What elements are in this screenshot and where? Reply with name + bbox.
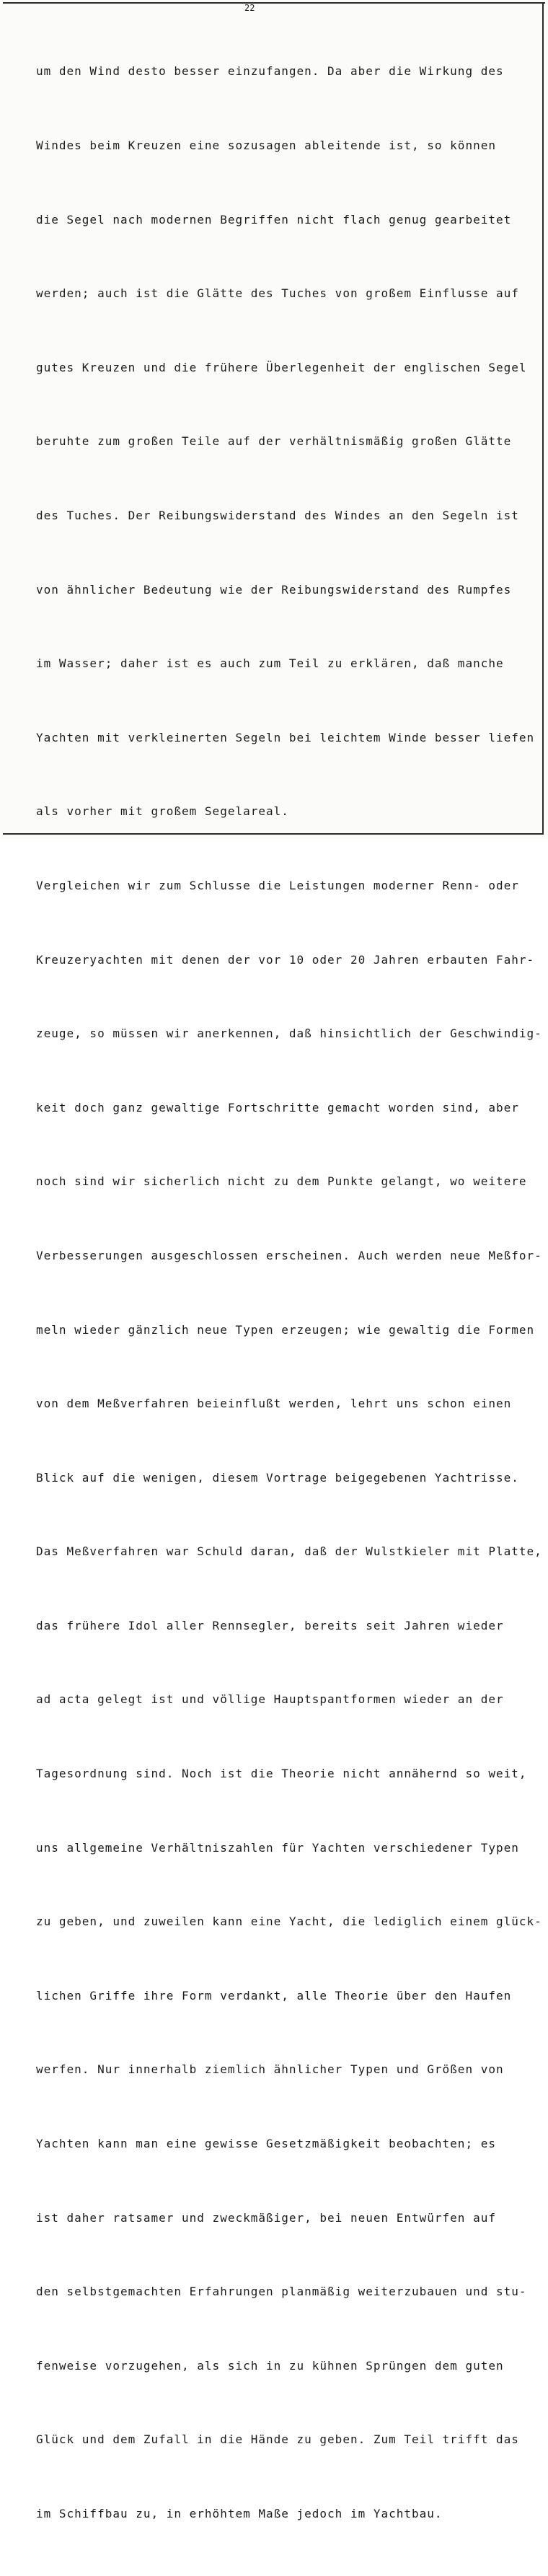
page-border-top <box>3 2 545 4</box>
text-line: uns allgemeine Verhältniszahlen für Yachten verschiedener Typen <box>36 1840 519 1855</box>
text-line: Vergleichen wir zum Schlusse die Leistungen moderner Renn- oder <box>36 878 519 892</box>
page-number: 22 <box>244 3 255 13</box>
text-line: um den Wind desto besser einzufangen. Da aber die Wirkung des <box>36 64 504 79</box>
text-line: Tagesordnung sind. Noch ist die Theorie nicht annähernd so weit, <box>36 1767 527 1781</box>
text-line: lichen Griffe ihre Form verdankt, alle Theorie über den Haufen <box>36 1988 512 2003</box>
text-line: als vorher mit großem Segelareal. <box>36 804 289 819</box>
text-line: Yachten kann man eine gewisse Gesetzmäßigkeit beobachten; es <box>36 2137 496 2151</box>
text-line: werfen. Nur innerhalb ziemlich ähnlicher Typen und Größen von <box>36 2062 504 2077</box>
text-line: keit doch ganz gewaltige Fortschritte gemacht worden sind, aber <box>36 1100 519 1115</box>
text-line: von dem Meßverfahren beieinflußt werden, lehrt uns schon einen <box>36 1397 512 1411</box>
text-line: des Tuches. Der Reibungswiderstand des Windes an den Segeln ist <box>36 508 519 522</box>
text-line: das frühere Idol aller Rennsegler, bereits seit Jahren wieder <box>36 1618 504 1632</box>
text-line: Windes beim Kreuzen eine sozusagen ableitende ist, so können <box>36 139 496 152</box>
text-line: den selbstgemachten Erfahrungen planmäßig weiterzubauen und stu- <box>36 2285 527 2299</box>
text-line: beruhte zum großen Teile auf der verhältnismäßig großen Glätte <box>36 434 512 449</box>
text-line: Glück und dem Zufall in die Hände zu geben. Zum Teil trifft das <box>36 2432 519 2447</box>
text-line: gutes Kreuzen und die frühere Überlegenheit der englischen Segel <box>36 360 527 374</box>
text-line: die Segel nach modernen Begriffen nicht flach genug gearbeitet <box>36 212 512 227</box>
text-line: Kreuzeryachten mit denen der vor 10 oder 20 Jahren erbauten Fahr- <box>36 952 535 967</box>
text-line: fenweise vorzugehen, als sich in zu kühnen Sprüngen dem guten <box>36 2358 504 2373</box>
text-line: Yachten mit verkleinerten Segeln bei leichtem Winde besser liefen <box>36 730 535 744</box>
page-border-right <box>542 2 544 833</box>
text-line: noch sind wir sicherlich nicht zu dem Punkte gelangt, wo weitere <box>36 1174 527 1189</box>
text-line: ist daher ratsamer und zweckmäßiger, bei neuen Entwürfen auf <box>36 2210 496 2225</box>
text-line: zu geben, und zuweilen kann eine Yacht, die lediglich einem glück- <box>36 1915 542 1929</box>
body-text <box>36 10 541 2576</box>
text-line: meln wieder gänzlich neue Typen erzeugen; wie gewaltig die Formen <box>36 1322 535 1337</box>
text-line: im Wasser; daher ist es auch zum Teil zu erklären, daß manche <box>36 656 504 671</box>
text-line: Das Meßverfahren war Schuld daran, daß der Wulstkieler mit Platte, <box>36 1544 542 1559</box>
text-line: Verbesserungen ausgeschlossen erscheinen. Auch werden neue Meßfor- <box>36 1248 542 1262</box>
text-line: im Schiffbau zu, in erhöhtem Maße jedoch im Yachtbau. <box>36 2507 443 2520</box>
text-line: Blick auf die wenigen, diesem Vortrage beigegebenen Yachtrisse. <box>36 1470 519 1485</box>
text-line: werden; auch ist die Glätte des Tuches von großem Einflusse auf <box>36 286 519 301</box>
text-line: zeuge, so müssen wir anerkennen, daß hinsichtlich der Geschwindig- <box>36 1027 542 1041</box>
text-line: ad acta gelegt ist und völlige Hauptspantformen wieder an der <box>36 1692 504 1707</box>
text-line: von ähnlicher Bedeutung wie der Reibungswiderstand des Rumpfes <box>36 582 512 597</box>
